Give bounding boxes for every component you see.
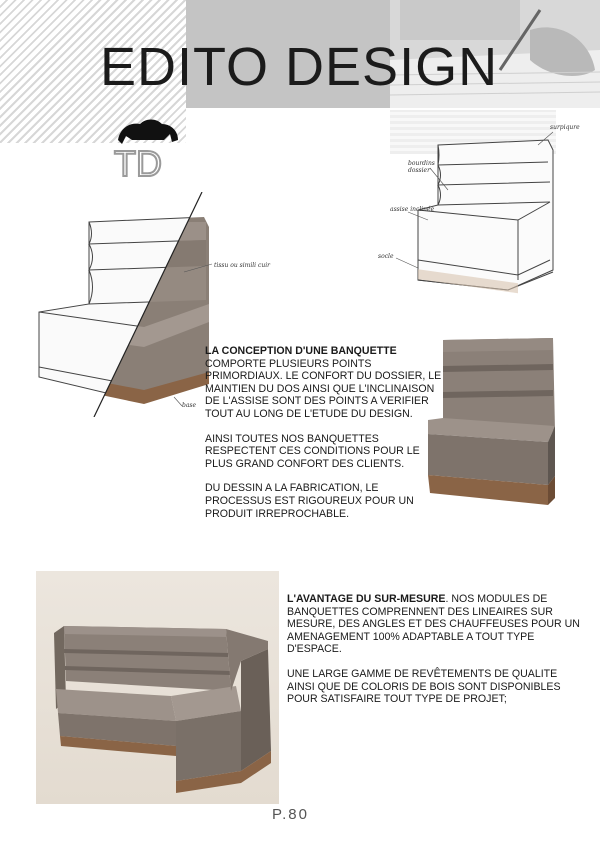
section-sur-mesure [287,593,587,718]
section-conception-p2: AINSI TOUTES NOS BANQUETTES RESPECTENT CES CONDITIONS POUR LE PLUS GRAND CONFORT DES CLIENTS. [205,432,420,470]
label-finish: surpiqure [550,124,580,131]
section-conception-heading: LA CONCEPTION D'UNE BANQUETTE [205,345,397,357]
label-plinth: socle [378,253,394,260]
page-number: P.80 [272,806,309,823]
svg-text:TD: TD [114,143,162,180]
lion-icon [118,120,178,145]
banquette-product-photo [398,330,558,515]
section-sur-mesure-p1: . NOS MODULES DE BANQUETTES COMPRENNENT DES LINEAIRES SUR MESURE, DES ANGLES ET DES CHAUFFEUSES POUR UN AMENAGEMENT 100% ADAPTABLE A TOUT TYPE D'ESPACE. [287,593,580,656]
section-sur-mesure-heading: L'AVANTAGE DU SUR-MESURE [287,593,446,605]
banquette-technical-sketch [378,110,588,310]
label-fabric: tissu ou simili cuir [214,262,271,269]
section-conception-p3: DU DESSIN A LA FABRICATION, LE PROCESSUS EST RIGOUREUX POUR UN PRODUIT IRREPROCHABLE. [205,482,414,520]
brand-logo [112,110,184,180]
label-seat: assise inclinée [390,206,435,213]
label-base: base [182,402,197,409]
section-conception-p1: COMPORTE PLUSIEURS POINTS PRIMORDIAUX. LE CONFORT DU DOSSIER, LE MAINTIEN DU DOS AINSI QUE L'INCLINAISON DE L'ASSISE SONT DES POINTS A VERIFIER TOUT AU LONG DE L'ETUDE DU DESIGN. [205,357,442,420]
section-sur-mesure-p2: UNE LARGE GAMME DE REVÊTEMENTS DE QUALITE AINSI QUE DE COLORIS DE BOIS SONT DISPONIBLES POUR SATISFAIRE TOUT TYPE DE PROJET; [287,667,561,706]
label-back-cushion: bourdins dossier [408,160,435,174]
page-title: EDITO DESIGN [100,37,499,97]
modular-banquette-photo [36,571,279,804]
